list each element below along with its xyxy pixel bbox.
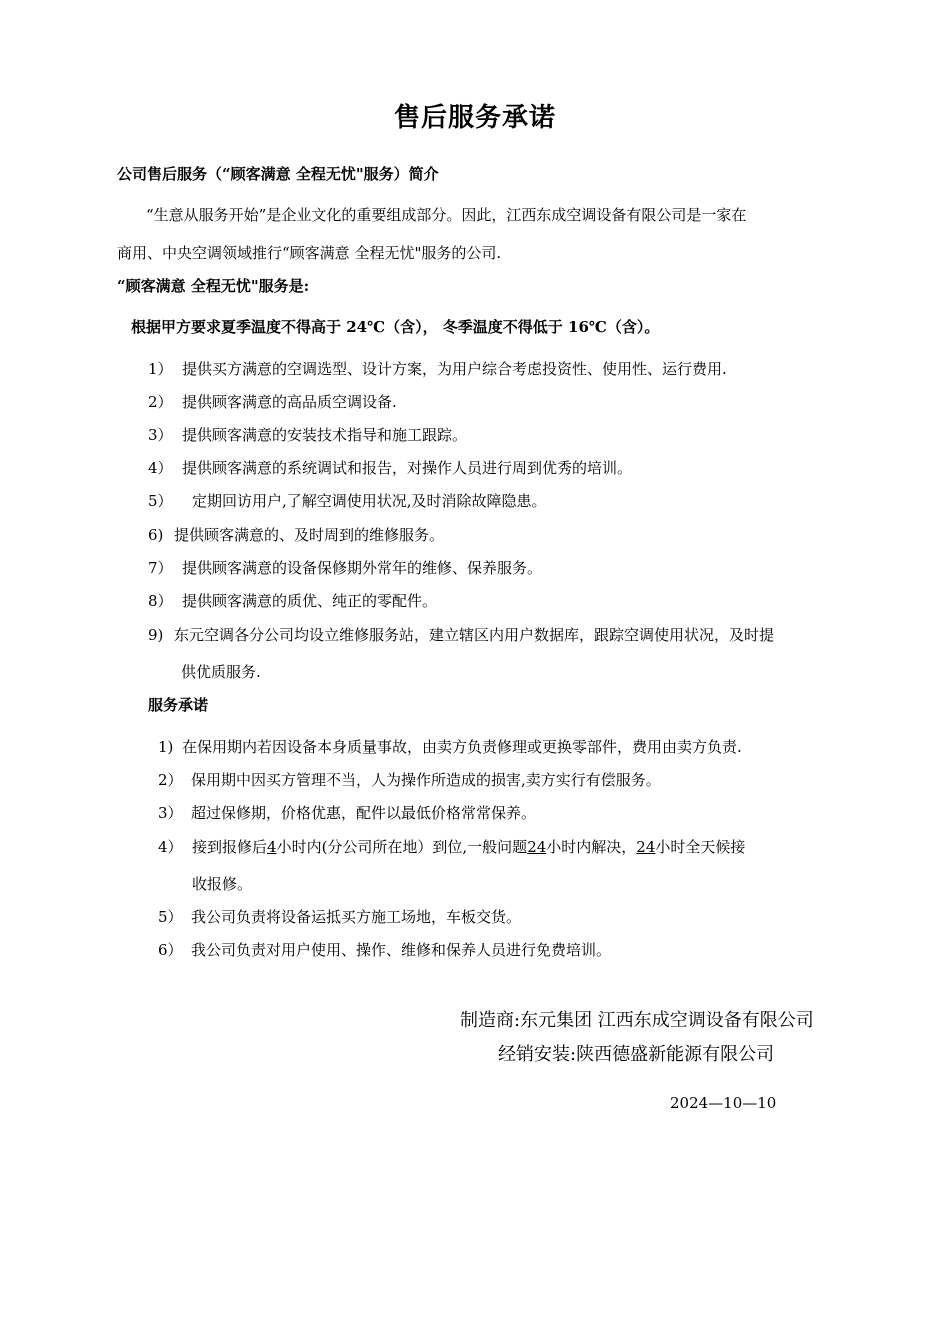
list-item — [158, 770, 661, 790]
manufacturer-signature: 制造商:东元集团 江西东成空调设备有限公司 — [460, 1010, 814, 1031]
item-number: 3） — [148, 426, 173, 444]
item-text: 我公司负责将设备运抵买方施工场地，车板交货。 — [191, 908, 522, 926]
item-text: 提供顾客满意的质优、纯正的零配件。 — [182, 592, 438, 610]
item-number: 8） — [148, 592, 173, 610]
temperature-requirement: 根据甲方要求夏季温度不得高于 24℃（含）， 冬季温度不得低于 16℃（含）。 — [131, 318, 660, 336]
item-number: 2） — [148, 393, 173, 411]
item-text-part: 接到报修后 — [192, 838, 268, 856]
intro-paragraph-line-1: “生意从服务开始”是企业文化的重要组成部分。因此，江西东成空调设备有限公司是一家在 — [146, 206, 747, 224]
item-text: 提供顾客满意的高品质空调设备. — [182, 393, 397, 411]
list-item — [148, 591, 437, 611]
item-text-part: 小时全天候接 — [655, 838, 746, 856]
list-item — [158, 940, 611, 960]
list-item — [158, 837, 745, 857]
item-text: 提供顾客满意的安装技术指导和施工跟踪。 — [182, 426, 468, 444]
item-number: 4） — [158, 838, 183, 856]
item-text: 提供顾客满意的设备保修期外常年的维修、保养服务。 — [182, 559, 543, 577]
list-item — [148, 458, 632, 478]
item-number: 6） — [158, 941, 183, 959]
service-hours: 24 — [636, 838, 656, 856]
list-item — [158, 737, 742, 757]
dealer-signature: 经销安装:陕西德盛新能源有限公司 — [498, 1044, 775, 1065]
intro-heading: 公司售后服务（“顾客满意 全程无忧"服务）简介 — [117, 165, 439, 183]
item-number: 9) — [148, 626, 164, 644]
list-item — [148, 359, 727, 379]
item-number: 5） — [148, 492, 173, 510]
item-text: 提供顾客满意的、及时周到的维修服务。 — [174, 526, 445, 544]
list-item-continuation: 供优质服务. — [181, 663, 261, 681]
item-text: 我公司负责对用户使用、操作、维修和保养人员进行免费培训。 — [191, 941, 612, 959]
commitment-heading: 服务承诺 — [148, 696, 209, 714]
item-text-part: 小时内解决， — [546, 838, 637, 856]
document-date: 2024—10—10 — [670, 1094, 777, 1112]
item-text: 东元空调各分公司均设立维修服务站，建立辖区内用户数据库，跟踪空调使用状况，及时提 — [174, 626, 775, 644]
item-number: 4） — [148, 459, 173, 477]
service-subheading: “顾客满意 全程无忧"服务是: — [117, 277, 310, 295]
item-text-part: 小时内(分公司所在地）到位,一般问题 — [276, 838, 528, 856]
item-text: 定期回访用户,了解空调使用状况,及时消除故障隐患。 — [192, 492, 547, 510]
response-hours: 4 — [267, 838, 277, 856]
item-number: 1） — [148, 360, 173, 378]
resolve-hours: 24 — [527, 838, 547, 856]
item-text: 提供买方满意的空调选型、设计方案，为用户综合考虑投资性、使用性、运行费用. — [182, 360, 727, 378]
item-number: 6) — [148, 526, 164, 544]
list-item — [148, 392, 397, 412]
item-text: 在保用期内若因设备本身质量事故，由卖方负责修理或更换零部件，费用由卖方负责. — [182, 738, 742, 756]
list-item — [148, 625, 774, 645]
page-title: 售后服务承诺 — [393, 103, 556, 133]
list-item-continuation: 收报修。 — [192, 875, 253, 893]
item-number: 2） — [158, 771, 183, 789]
item-number: 5） — [158, 908, 183, 926]
list-item — [148, 425, 467, 445]
item-number: 7） — [148, 559, 173, 577]
item-number: 3） — [158, 804, 183, 822]
item-text: 保用期中因买方管理不当，人为操作所造成的损害,卖方实行有偿服务。 — [191, 771, 661, 789]
list-item — [148, 491, 547, 511]
item-text: 超过保修期，价格优惠，配件以最低价格常常保养。 — [191, 804, 537, 822]
list-item — [148, 558, 542, 578]
item-number: 1) — [158, 738, 174, 756]
list-item — [148, 525, 444, 545]
intro-paragraph-line-2: 商用、中央空调领域推行“顾客满意 全程无忧"服务的公司. — [117, 244, 502, 262]
item-text: 提供顾客满意的系统调试和报告，对操作人员进行周到优秀的培训。 — [182, 459, 633, 477]
list-item — [158, 803, 536, 823]
list-item — [158, 907, 521, 927]
